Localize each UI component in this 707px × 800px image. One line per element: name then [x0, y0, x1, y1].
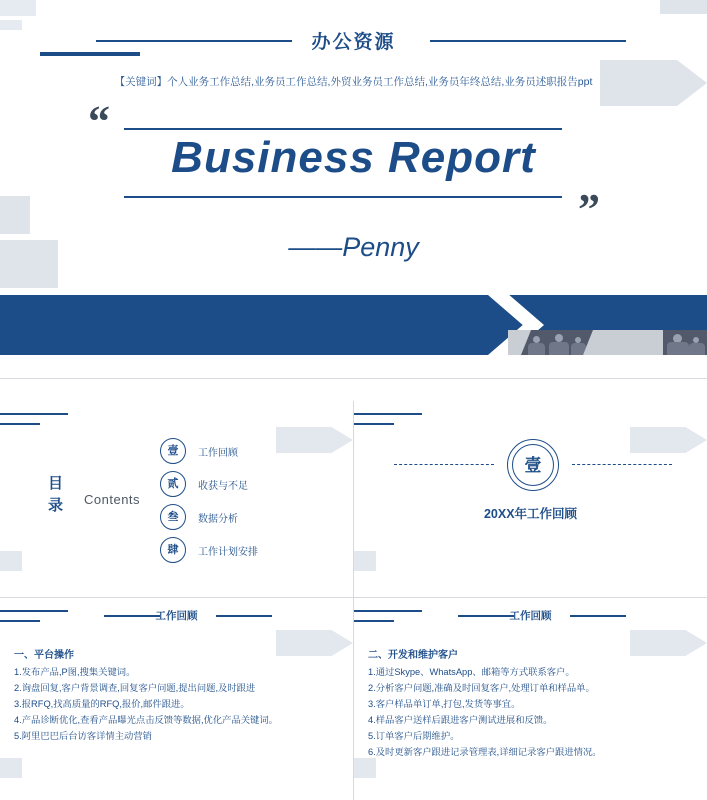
- cover-deco-block-left2: [0, 196, 30, 234]
- content2-line-4: 4.样品客户送样后跟进客户测试进展和反馈。: [368, 715, 553, 725]
- contents-item-label-3: 数据分析: [198, 514, 238, 525]
- content2-deco-arrow: [630, 630, 707, 656]
- seal-icon-4: 肆: [160, 537, 186, 563]
- cover-photo-team: [521, 330, 593, 355]
- content2-header: 工作回顾: [509, 610, 552, 622]
- slide-cover[interactable]: [0, 0, 707, 378]
- contents-topline-left2: [0, 423, 40, 425]
- section-deco-bar: [354, 551, 376, 571]
- slide-content-2[interactable]: [354, 598, 707, 800]
- content1-body: [14, 664, 344, 744]
- slide-content-1[interactable]: [0, 598, 353, 800]
- cover-deco-square-1: [0, 0, 36, 16]
- cover-brand-title: 办公资源: [311, 32, 396, 53]
- quote-close-icon: ”: [578, 185, 600, 234]
- contents-item-4[interactable]: [160, 535, 350, 565]
- content2-line-2: 2.分析客户问题,准确及时回复客户,处理订单和样品单。: [368, 683, 595, 693]
- section-topline-left2: [354, 423, 394, 425]
- content1-line-4: 4.产品诊断优化,查看产品曝光点击反馈等数据,优化产品关键词。: [14, 715, 278, 725]
- content2-line-6: 6.及时更新客户跟进记录管理表,详细记录客户跟进情况。: [368, 747, 602, 757]
- content1-line-3: 3.报RFQ,找高质量的RFQ,报价,邮件跟进。: [14, 699, 190, 709]
- contents-item-3[interactable]: [160, 502, 350, 532]
- contents-item-label-2: 收获与不足: [198, 481, 248, 492]
- contents-topline-left: [0, 413, 68, 415]
- content1-line-2: 2.询盘回复,客户背景调查,回复客户问题,提出问题,及时跟进: [14, 683, 256, 693]
- section-seal-text: 壹: [512, 444, 554, 486]
- section-dash-right: [572, 464, 672, 465]
- section-dash-left: [394, 464, 494, 465]
- cover-author: ——Penny: [288, 232, 419, 262]
- section-topline-left: [354, 413, 422, 415]
- contents-item-2[interactable]: [160, 469, 350, 499]
- slide-separator-1: [0, 378, 707, 379]
- cover-photo-person: [663, 330, 707, 355]
- content1-line-1: 1.发布产品,P图,搜集关键词。: [14, 667, 136, 677]
- cover-keywords: 【关键词】个人业务工作总结,业务员工作总结,外贸业务员工作总结,业务员年终总结,业务员述职报告ppt: [114, 76, 593, 88]
- seal-icon-1: 壹: [160, 438, 186, 464]
- section-deco-arrow: [630, 427, 707, 453]
- contents-label-cn: 目 录: [47, 475, 64, 514]
- content1-header-rule-right: [216, 615, 272, 617]
- content1-line-5: 5.阿里巴巴后台访客详情主动营销: [14, 731, 152, 741]
- quote-open-icon: “: [88, 97, 110, 146]
- content2-line-3: 3.客户样品单订单,打包,发货等事宜。: [368, 699, 521, 709]
- seal-icon-3: 叁: [160, 504, 186, 530]
- content2-line-5: 5.订单客户后期维护。: [368, 731, 460, 741]
- content2-deco-bar: [354, 758, 376, 778]
- content2-body: [368, 664, 698, 760]
- contents-label-en: Contents: [84, 492, 141, 507]
- cover-rule-below-title: [124, 196, 562, 198]
- content2-line-1: 1.通过Skype、WhatsApp、邮箱等方式联系客户。: [368, 667, 575, 677]
- contents-item-1[interactable]: [160, 436, 350, 466]
- content2-header-rule-right: [570, 615, 626, 617]
- content1-subtitle: 一、平台操作: [14, 650, 74, 661]
- section-seal-icon: [507, 439, 559, 491]
- cover-deco-block-topright: [660, 0, 707, 14]
- content1-deco-bar: [0, 758, 22, 778]
- contents-deco-bar: [0, 551, 22, 571]
- content1-header: 工作回顾: [155, 610, 198, 622]
- cover-main-title: Business Report: [171, 133, 536, 182]
- contents-item-label-4: 工作计划安排: [198, 547, 258, 558]
- contents-item-label-1: 工作回顾: [198, 448, 238, 459]
- slide-section[interactable]: [354, 401, 707, 597]
- content1-deco-arrow: [276, 630, 353, 656]
- seal-icon-2: 贰: [160, 471, 186, 497]
- slide-contents[interactable]: [0, 401, 353, 597]
- cover-rule-above-title: [124, 128, 562, 130]
- content2-subtitle: 二、开发和维护客户: [368, 650, 458, 661]
- section-title: 20XX年工作回顾: [483, 507, 578, 521]
